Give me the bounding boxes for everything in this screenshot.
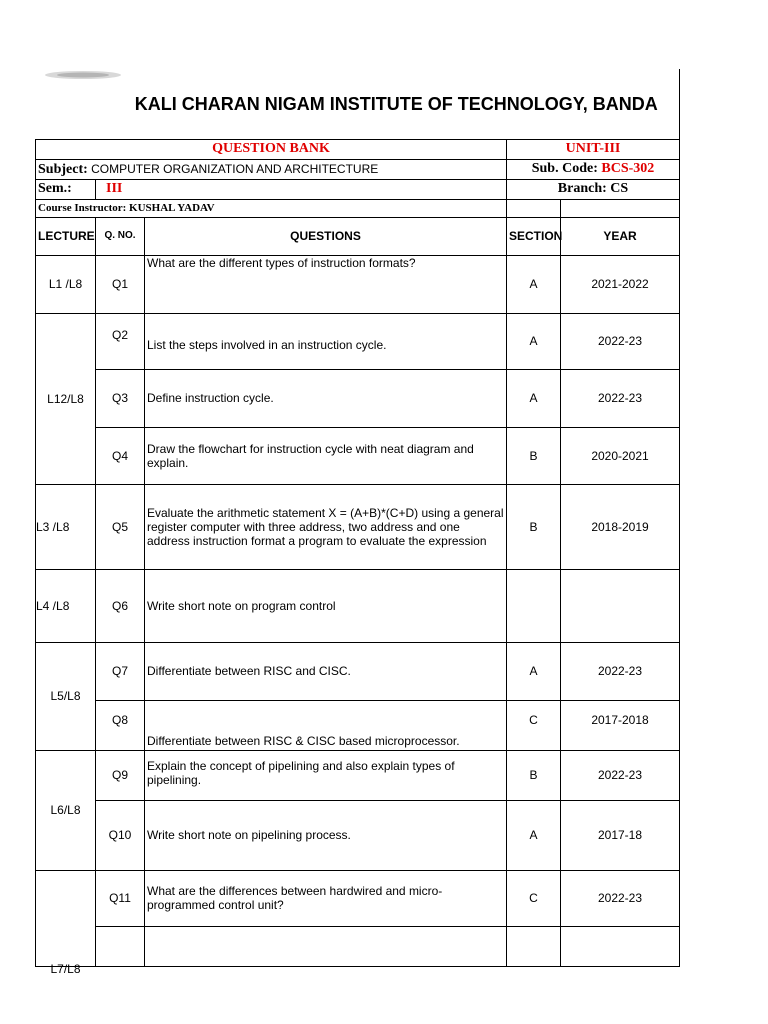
section-cell: A	[507, 313, 561, 369]
qno-cell: Q2	[96, 313, 145, 369]
qno-cell: Q11	[96, 870, 145, 926]
header-year: YEAR	[561, 217, 680, 255]
qno-cell: Q8	[96, 700, 145, 750]
year-cell: 2022-23	[561, 313, 680, 369]
lecture-cell: L3 /L8	[36, 484, 96, 569]
question-cell: List the steps involved in an instruction cycle.	[145, 313, 507, 369]
question-cell: Draw the flowchart for instruction cycle with neat diagram and explain.	[145, 427, 507, 484]
year-cell: 2022-23	[561, 642, 680, 700]
header-qno: Q. NO.	[96, 217, 145, 255]
year-cell: 2020-2021	[561, 427, 680, 484]
sub-code-value: BCS-302	[601, 161, 655, 176]
section-cell: B	[507, 484, 561, 569]
sem-label: Sem.:	[36, 179, 96, 199]
qno-cell: Q1	[96, 255, 145, 313]
empty-cell	[561, 926, 680, 966]
question-cell: What are the different types of instruction formats?	[145, 255, 507, 313]
unit-label: UNIT-III	[507, 139, 680, 159]
instructor-label: Course Instructor:	[38, 202, 127, 214]
header-questions: QUESTIONS	[145, 217, 507, 255]
instructor-name: KUSHAL YADAV	[129, 202, 215, 214]
subject-row	[36, 159, 507, 179]
section-cell: B	[507, 750, 561, 800]
year-cell: 2022-23	[561, 750, 680, 800]
empty-cell	[507, 926, 561, 966]
question-table	[35, 69, 680, 976]
year-cell	[561, 569, 680, 642]
institute-logo-icon	[38, 69, 128, 81]
section-cell: A	[507, 369, 561, 427]
question-cell: Write short note on program control	[145, 569, 507, 642]
institute-name: KALI CHARAN NIGAM INSTITUTE OF TECHNOLOGY, BANDA	[36, 69, 680, 139]
qno-cell: Q4	[96, 427, 145, 484]
empty-cell	[96, 926, 145, 966]
question-cell: Differentiate between RISC & CISC based microprocessor.	[145, 700, 507, 750]
question-cell: Write short note on pipelining process.	[145, 800, 507, 870]
question-cell: What are the differences between hardwired and micro-programmed control unit?	[145, 870, 507, 926]
year-cell: 2018-2019	[561, 484, 680, 569]
year-cell: 2022-23	[561, 870, 680, 926]
lecture-cell: L5/L8	[36, 642, 96, 750]
subject-value: COMPUTER ORGANIZATION AND ARCHITECTURE	[91, 161, 379, 176]
doc-type: QUESTION BANK	[36, 139, 507, 159]
year-cell: 2017-2018	[561, 700, 680, 750]
question-bank-sheet	[35, 69, 679, 976]
question-cell: Explain the concept of pipelining and also explain types of pipelining.	[145, 750, 507, 800]
qno-cell: Q7	[96, 642, 145, 700]
branch: Branch: CS	[507, 179, 680, 199]
sub-code-cell	[507, 159, 680, 179]
section-cell: A	[507, 800, 561, 870]
sem-value: III	[96, 179, 507, 199]
header-section: SECTION	[507, 217, 561, 255]
lecture-cell: L4 /L8	[36, 569, 96, 642]
lecture-cell	[36, 870, 96, 976]
section-cell: C	[507, 700, 561, 750]
qno-cell: Q6	[96, 569, 145, 642]
subject-label: Subject:	[38, 161, 88, 177]
year-cell: 2017-18	[561, 800, 680, 870]
lecture-label: L7/L8	[50, 961, 81, 976]
empty-cell	[561, 199, 680, 217]
section-cell: A	[507, 255, 561, 313]
empty-cell	[507, 199, 561, 217]
qno-cell: Q9	[96, 750, 145, 800]
qno-cell: Q10	[96, 800, 145, 870]
year-cell: 2022-23	[561, 369, 680, 427]
question-cell: Evaluate the arithmetic statement X = (A+B)*(C+D) using a general register computer with three address, two address and one address instruction format a program to evaluate the expression	[145, 484, 507, 569]
sub-code-label: Sub. Code:	[531, 161, 598, 176]
lecture-cell: L6/L8	[36, 750, 96, 870]
header-lecture: LECTURE	[36, 217, 96, 255]
section-cell: B	[507, 427, 561, 484]
qno-cell: Q3	[96, 369, 145, 427]
section-cell	[507, 569, 561, 642]
section-cell: A	[507, 642, 561, 700]
question-cell: Define instruction cycle.	[145, 369, 507, 427]
lecture-cell: L1 /L8	[36, 255, 96, 313]
question-cell: Differentiate between RISC and CISC.	[145, 642, 507, 700]
empty-cell	[145, 926, 507, 966]
lecture-cell: L12/L8	[36, 313, 96, 484]
instructor-row	[36, 199, 507, 217]
year-cell: 2021-2022	[561, 255, 680, 313]
qno-cell: Q5	[96, 484, 145, 569]
section-cell: C	[507, 870, 561, 926]
